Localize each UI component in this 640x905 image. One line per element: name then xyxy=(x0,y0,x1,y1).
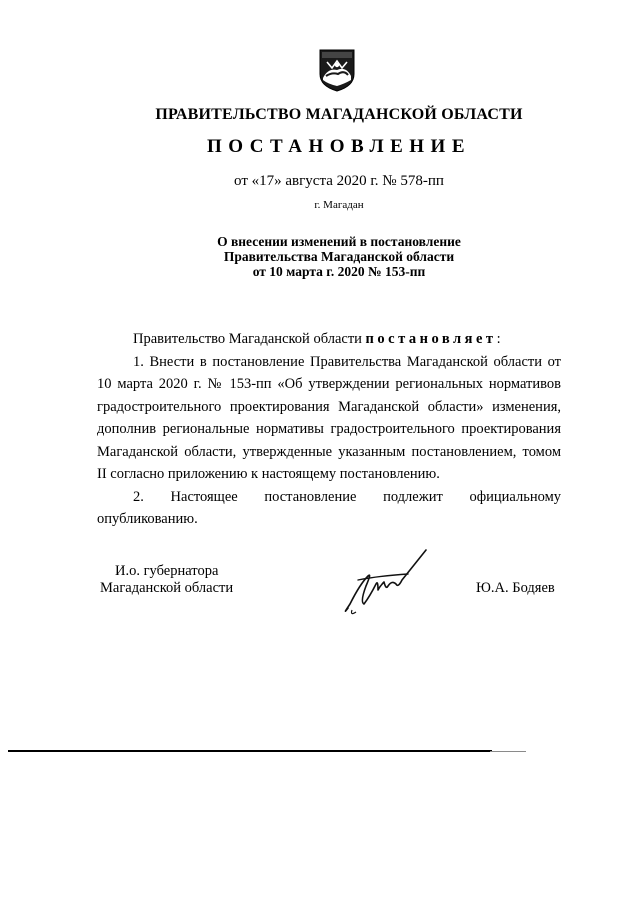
document-type-heading: ПОСТАНОВЛЕНИЕ xyxy=(206,136,472,157)
subject-line: от 10 марта г. 2020 № 153-пп xyxy=(252,264,426,279)
intro-suffix: : xyxy=(496,331,501,347)
subject-line: Правительства Магаданской области xyxy=(223,249,455,264)
intro-paragraph xyxy=(97,328,561,351)
bottom-divider-tail xyxy=(490,751,526,752)
intro-prefix: Правительство Магаданской области xyxy=(133,331,362,347)
item-2-paragraph: 2. Настоящее постановление подлежит официальному опубликованию. xyxy=(97,488,561,527)
signatory-position xyxy=(100,563,233,597)
signatory-name: Ю.А. Бодяев xyxy=(476,580,555,596)
bottom-divider xyxy=(8,750,492,752)
document-date-number: от «17» августа 2020 г. № 578-пп xyxy=(234,173,444,189)
document-city: г. Магадан xyxy=(314,199,364,211)
document-subject xyxy=(0,234,640,279)
item-1-paragraph: 1. Внести в постановление Правительства Магаданской области от 10 марта 2020 г. № 153-пп «Об утверждении региональных нормативов градостроительного проектирования Магаданской области» изменения, дополнив региональные нормативы градостроительного проектирования Магаданской области, утвержденные указанным постановлением, томом II согласно приложению к настоящему постановлению. xyxy=(97,353,561,482)
position-line-2: Магаданской области xyxy=(100,580,234,596)
document-body xyxy=(97,328,561,531)
coat-of-arms-icon xyxy=(318,48,356,92)
position-line-1: И.о. губернатора xyxy=(115,563,219,579)
organization-title: ПРАВИТЕЛЬСТВО МАГАДАНСКОЙ ОБЛАСТИ xyxy=(155,106,523,123)
handwritten-signature-icon xyxy=(338,546,438,618)
intro-verb: постановляет xyxy=(365,331,497,347)
subject-line: О внесении изменений в постановление xyxy=(217,234,461,249)
